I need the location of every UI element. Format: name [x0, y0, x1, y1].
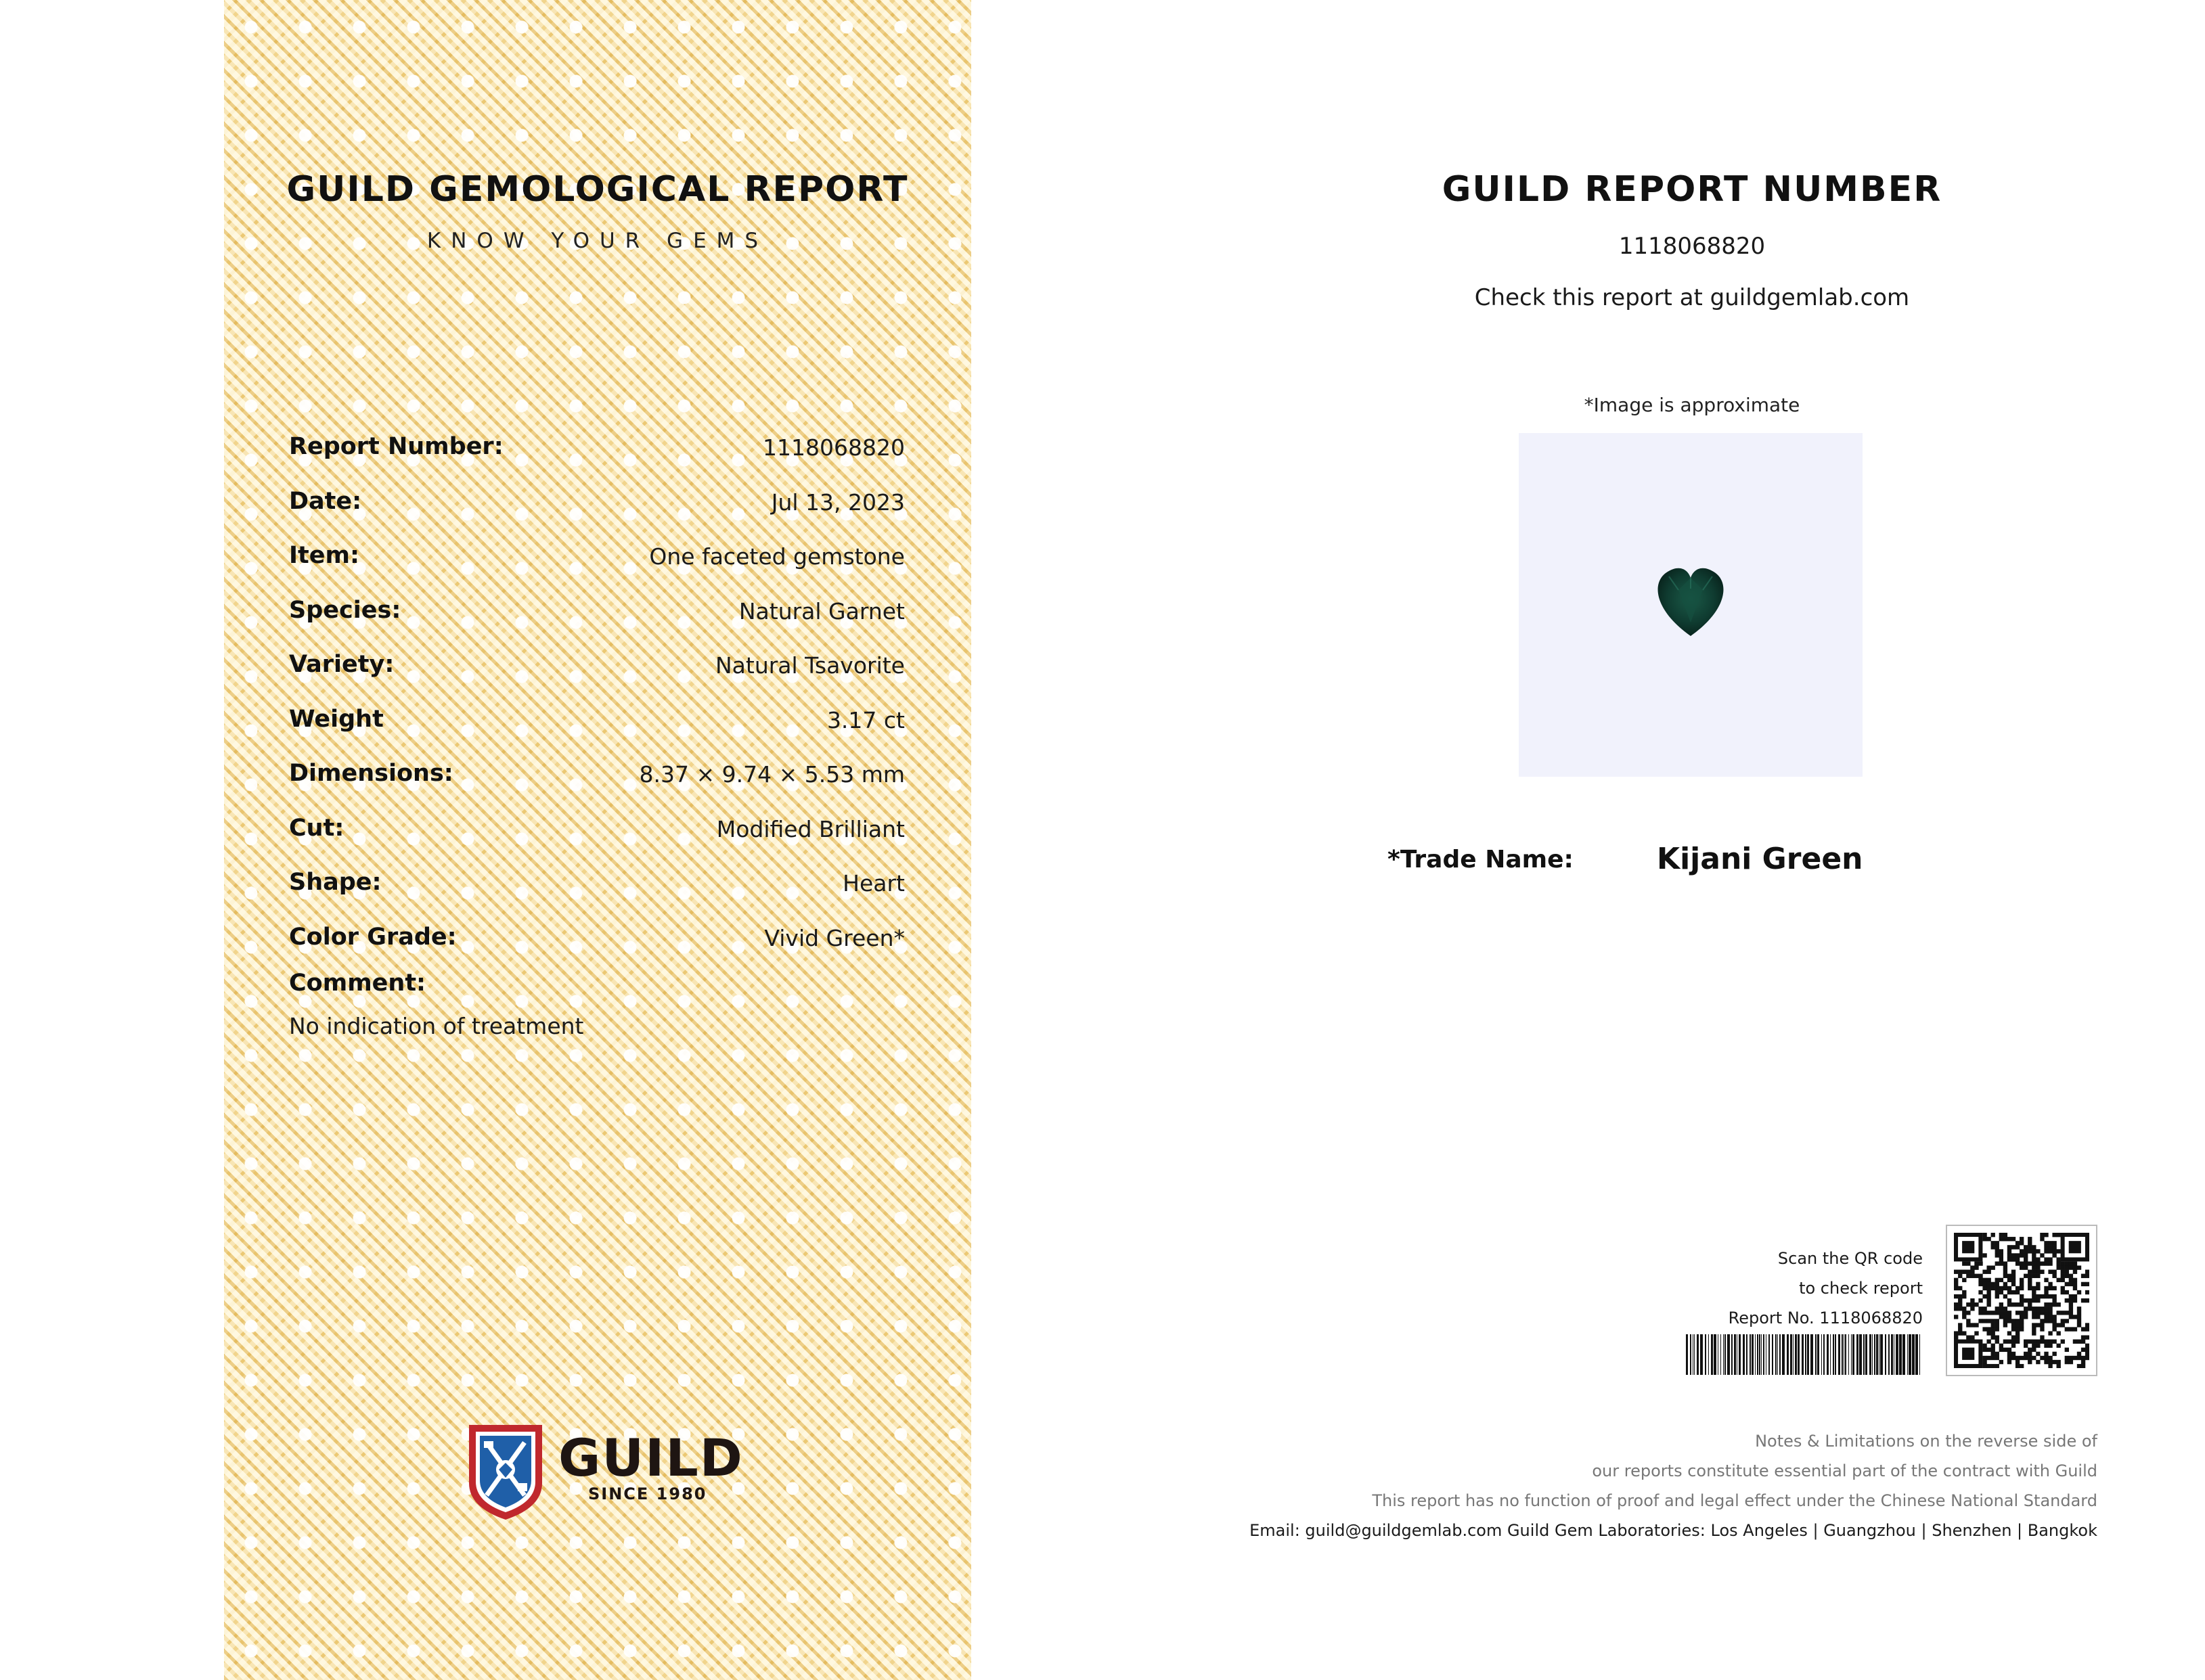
qr-caption-line1: Scan the QR code: [1777, 1249, 1923, 1268]
field-row-species: [289, 583, 905, 638]
logo-since: SINCE 1980: [588, 1484, 707, 1503]
field-row-color-grade: [289, 910, 905, 965]
field-value: Vivid Green*: [764, 924, 905, 951]
field-value: 8.37 × 9.74 × 5.53 mm: [639, 761, 905, 788]
guild-crest-icon: [465, 1421, 546, 1522]
comment-label: Comment:: [289, 970, 426, 997]
field-value: One faceted gemstone: [649, 543, 905, 570]
report-number-value: 1118068820: [1618, 233, 1766, 260]
footer-note-2: our reports constitute essential part of the contract with Guild: [1592, 1461, 2097, 1480]
qr-caption-line3: Report No. 1118068820: [1728, 1309, 1923, 1327]
image-note: *Image is approximate: [1584, 394, 1800, 416]
qr-code-icon: [1954, 1233, 2089, 1368]
field-label: Color Grade:: [289, 923, 457, 951]
field-value: 3.17 ct: [826, 706, 905, 733]
field-value: Heart: [843, 870, 905, 896]
field-row-shape: [289, 855, 905, 910]
gem-image: [1519, 433, 1863, 777]
report-number-title: GUILD REPORT NUMBER: [1442, 169, 1942, 210]
field-label: Report Number:: [289, 433, 504, 460]
field-label: Shape:: [289, 869, 382, 896]
footer-note-3: This report has no function of proof and legal effect under the Chinese National Standard: [1372, 1491, 2097, 1510]
logo-wordmark: GUILD: [558, 1428, 744, 1488]
field-value: Natural Garnet: [738, 597, 905, 625]
field-row-cut: [289, 801, 905, 856]
heart-gem-icon: [1519, 433, 1863, 777]
comment-value: No indication of treatment: [289, 1013, 584, 1039]
field-row-item: [289, 528, 905, 583]
field-label: Cut:: [289, 814, 344, 842]
guild-logo: [465, 1421, 744, 1509]
field-value: Natural Tsavorite: [715, 652, 905, 679]
report-panel: [224, 0, 971, 1680]
report-subtitle: KNOW YOUR GEMS: [426, 229, 769, 253]
qr-caption-line2: to check report: [1799, 1279, 1923, 1298]
field-row-dimensions: [289, 746, 905, 801]
footer-email: Email: guild@guildgemlab.com Guild Gem Laboratories: Los Angeles | Guangzhou | Shenzhen | Bangkok: [1249, 1521, 2097, 1540]
field-label: Species:: [289, 596, 401, 624]
report-fields: [289, 419, 905, 964]
field-row-weight: [289, 692, 905, 747]
field-row-variety: [289, 637, 905, 692]
field-value: Modified Brilliant: [716, 815, 905, 842]
field-row-report-number: [289, 419, 905, 474]
field-label: Date:: [289, 487, 362, 515]
field-row-date: [289, 474, 905, 529]
barcode-icon: [1686, 1334, 1923, 1375]
field-label: Weight: [289, 705, 384, 733]
trade-name-label: *Trade Name:: [1387, 846, 1574, 873]
field-label: Dimensions:: [289, 760, 453, 787]
trade-name-value: Kijani Green: [1657, 842, 1863, 876]
field-label: Item:: [289, 542, 359, 569]
check-report-text: Check this report at guildgemlab.com: [1474, 284, 1910, 311]
report-title: GUILD GEMOLOGICAL REPORT: [286, 169, 909, 210]
qr-code[interactable]: [1946, 1225, 2097, 1376]
field-label: Variety:: [289, 651, 395, 678]
footer-note-1: Notes & Limitations on the reverse side of: [1755, 1432, 2097, 1451]
field-value: Jul 13, 2023: [771, 489, 905, 516]
field-value: 1118068820: [763, 434, 905, 461]
